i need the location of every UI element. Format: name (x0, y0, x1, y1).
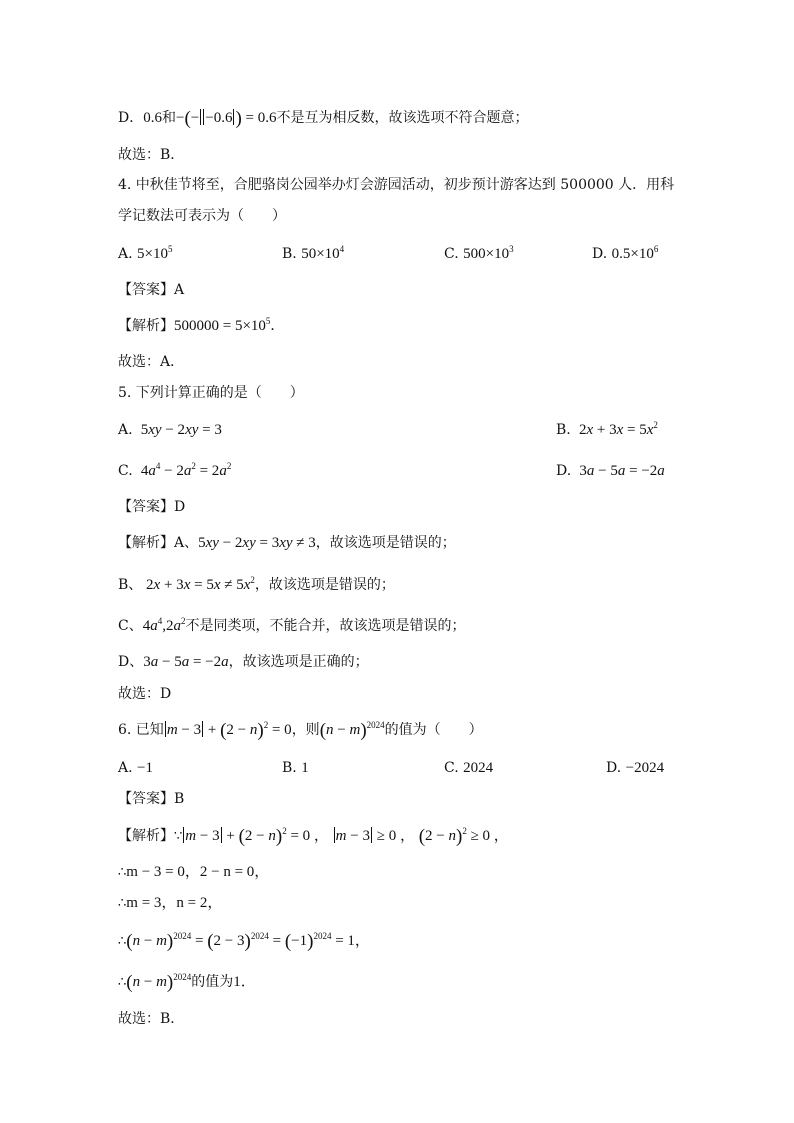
q4-answer-label: 【答案】 (118, 282, 174, 298)
q4-option-a (118, 244, 172, 264)
q6-option-a-label: A. (118, 760, 133, 776)
q6-option-d-label: D. (606, 760, 622, 776)
q4-option-b-label: B. (282, 246, 297, 262)
q5-answer-label: 【答案】 (118, 499, 174, 515)
q6-option-c-value: 2024 (463, 760, 494, 776)
q4-option-a-label: A. (118, 246, 133, 262)
q6-option-c-label: C. (444, 760, 459, 776)
q3-option-d-text: 不是互为相反数，故该选项不符合题意； (276, 110, 529, 126)
q3-option-d-and: 和 (161, 110, 176, 126)
q5-conclusion: 故选：D (118, 686, 172, 702)
q3-option-d-math-b: −0.6 (205, 110, 233, 126)
q5-option-d-label: D. (556, 463, 572, 479)
q4-analysis-label: 【解析】 (118, 318, 174, 334)
q4-answer-value: A (174, 282, 185, 298)
q5-answer (118, 497, 185, 517)
q5-analysis-a: 【解析】A、5xy − 2xy = 3xy ≠ 3，故该选项是错误的； (118, 535, 456, 551)
q6-analysis-line-1 (118, 826, 509, 847)
therefore-symbol: ∴ (118, 865, 127, 880)
q6-stem-math-1: $m - 3 + (2 - n)^2 = 0$ (166, 720, 292, 741)
q3-option-d-line (118, 108, 529, 128)
q5-option-c-math: $4a^4 - 2a^2 = 2a^2$ (137, 461, 232, 479)
q6-step-4-value: 1． (233, 974, 256, 990)
q5-analysis-c: C、$4a^4,2a^2$不是同类项，不能合并，故该选项是错误的； (118, 616, 466, 634)
q4-answer (118, 280, 184, 300)
q5-option-b-math: $2x + 3x = 5x^2$ (575, 420, 658, 438)
q5-analysis-a-math: 5xy − 2xy = 3xy ≠ 3 (198, 535, 316, 551)
q6-answer (118, 789, 184, 809)
q3-option-d-label: D． (118, 110, 144, 126)
q5-option-b (556, 420, 658, 440)
q6-analysis-math-1: $m - 3 + (2 - n)^2 = 0$ ， m − 3 ≥ 0 ， $(2 - n)^2 \ge 0$ ， (185, 826, 509, 847)
q4-option-c-label: C. (444, 246, 459, 262)
q5-option-a (118, 420, 222, 440)
q5-option-d (556, 461, 665, 481)
q5-analysis-b-math: $2x + 3x = 5x \ne 5x^2$ (142, 575, 255, 593)
q6-stem: 6. 已知 $m - 3 + (2 - n)^2 = 0$，则$(n - m)^{2024}$的值为（ ） (118, 720, 483, 741)
q4-option-d-label: D. (592, 246, 608, 262)
q6-conclusion: 故选：B． (118, 1011, 185, 1027)
q4-stem-line-2: 学记数法可表示为（ ） (118, 208, 286, 224)
q4-option-d (592, 244, 658, 264)
q6-step-1: m − 3 = 0，2 − n = 0， (126, 864, 270, 880)
q6-analysis-line-3 (118, 893, 222, 914)
q6-analysis-line-5: ∴(n − m)$^{2024}$的值为1． (118, 972, 256, 993)
therefore-symbol: ∴ (118, 896, 127, 911)
q6-option-a-value: −1 (137, 760, 153, 776)
q5-stem: 5. 下列计算正确的是（ ） (118, 385, 304, 401)
q6-answer-value: B (174, 791, 185, 807)
q6-step-2: m = 3，n = 2， (126, 895, 223, 911)
q5-option-a-math: 5xy − 2xy = 3 (137, 422, 222, 438)
q6-option-a (118, 758, 153, 778)
q6-option-b (282, 758, 309, 778)
q5-analysis-d-math: 3a − 5a = −2a (143, 654, 229, 670)
q4-option-a-math: $5\times 10^5$ (137, 244, 173, 262)
q6-stem-math-2: $(n - m)^{2024}$ (319, 720, 385, 741)
q3-option-d-math-a: 0.6 (143, 110, 162, 126)
q4-analysis-math: $500000 = 5\times 10^5$ (174, 316, 271, 334)
therefore-symbol: ∴ (118, 934, 127, 949)
q6-option-c (444, 758, 493, 778)
because-symbol: ∵ (174, 829, 183, 844)
q6-analysis-line-4 (118, 931, 370, 952)
q3-option-d-eq-value: = 0.6 (245, 110, 277, 126)
q6-analysis-label: 【解析】 (118, 828, 174, 844)
q4-option-d-math: $0.5\times 10^6$ (611, 244, 659, 262)
q6-option-d (606, 758, 664, 778)
q6-option-d-value: −2024 (625, 760, 665, 776)
q5-analysis-c-math: $4a^4,2a^2$ (142, 616, 186, 634)
q5-option-d-math: 3a − 5a = −2a (575, 463, 665, 479)
q4-option-b-math: $50\times 10^4$ (301, 244, 345, 262)
q5-option-b-label: B. (556, 422, 571, 438)
q4-option-c-math: $500\times 10^3$ (463, 244, 514, 262)
q6-option-b-label: B. (282, 760, 297, 776)
q4-analysis: 【解析】$500000 = 5\times 10^5$． (118, 316, 285, 334)
q6-answer-label: 【答案】 (118, 791, 174, 807)
q6-step-4-math: $(n - m)^{2024}$ (126, 972, 192, 993)
q4-option-c (444, 244, 514, 264)
q5-option-c (118, 461, 231, 481)
q5-answer-value: D (174, 499, 186, 515)
q6-option-b-value: 1 (301, 760, 309, 776)
q3-option-d-expression: −(− −0.6 ) = 0.6 (175, 108, 277, 129)
q4-conclusion: 故选：A． (118, 354, 185, 370)
q3-conclusion: 故选：B． (118, 147, 185, 163)
q4-option-b (282, 244, 344, 264)
q4-stem-line-1: 4. 中秋佳节将至，合肥骆岗公园举办灯会游园活动，初步预计游客达到 500000 人．用科 (118, 177, 675, 193)
q5-analysis-label: 【解析】 (118, 535, 174, 551)
q5-analysis-b: B、 $2x + 3x = 5x \ne 5x^2$，故该选项是错误的； (118, 575, 395, 593)
q5-option-a-label: A. (118, 422, 133, 438)
therefore-symbol: ∴ (118, 975, 127, 990)
q5-option-c-label: C. (118, 463, 133, 479)
q6-step-3: $(n - m)^{2024} = (2 - 3)^{2024} = (-1)^{2024} = 1$， (126, 931, 370, 952)
q6-analysis-line-2 (118, 862, 269, 883)
q5-analysis-d: D、3a − 5a = −2a，故该选项是正确的； (118, 654, 369, 670)
